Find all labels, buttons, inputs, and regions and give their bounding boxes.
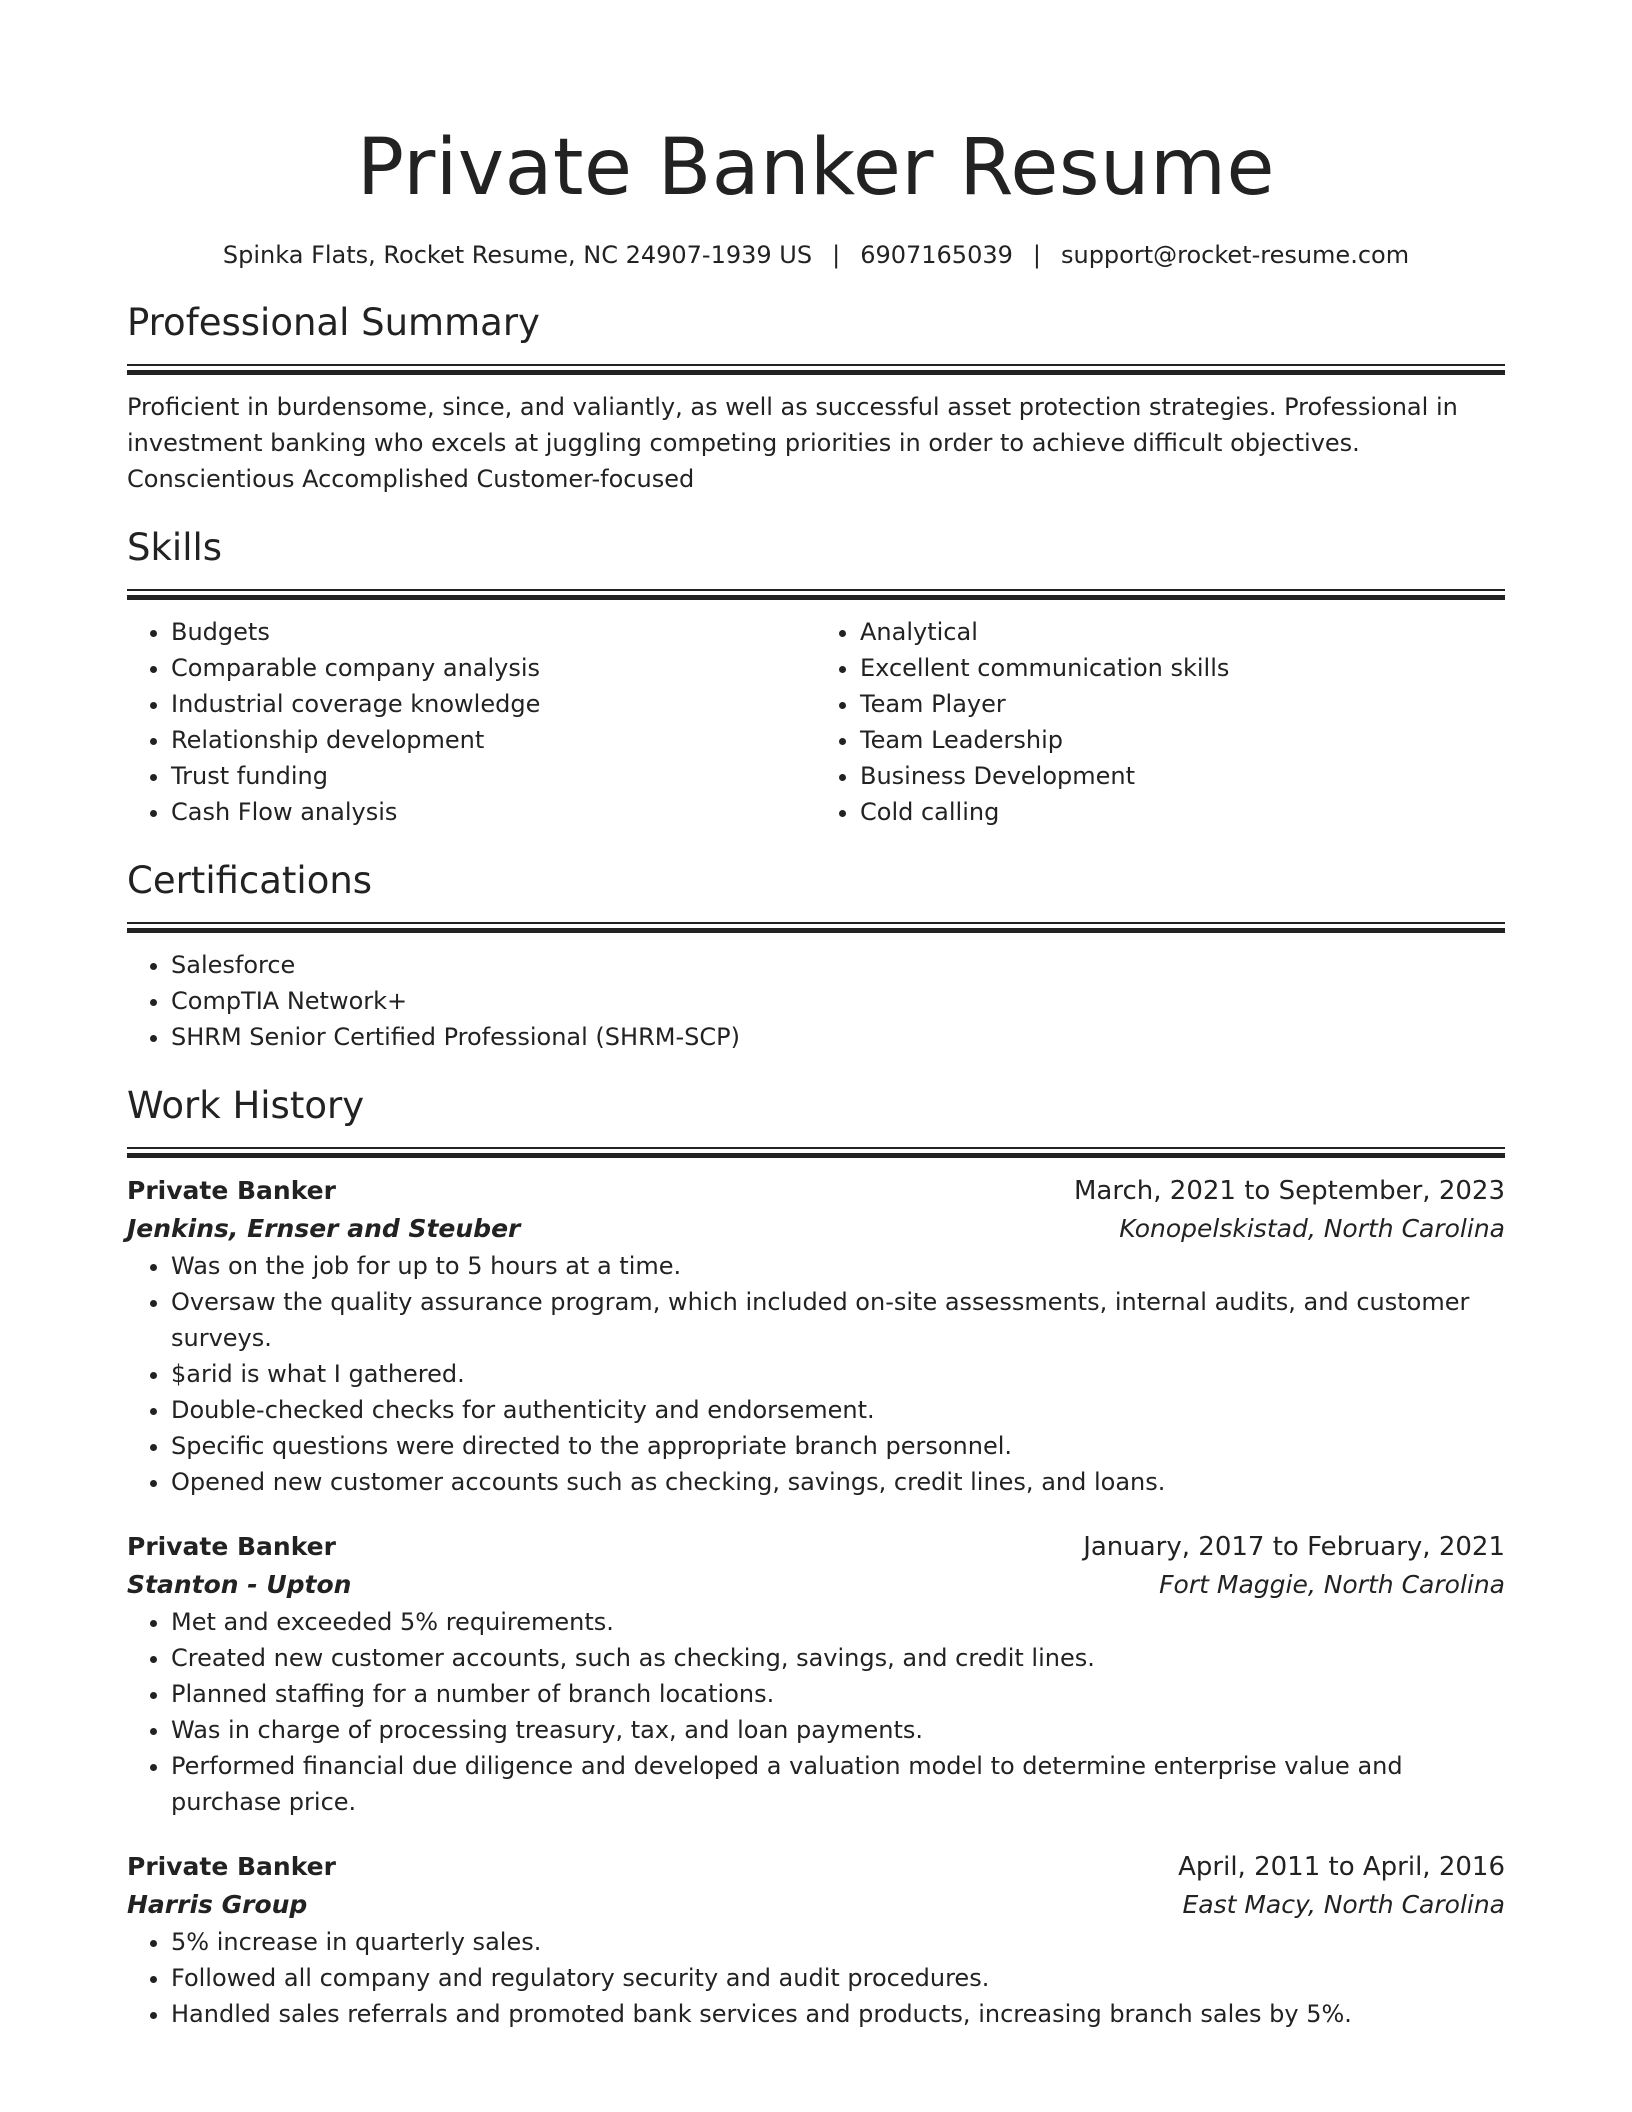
job-dates: January, 2017 to February, 2021 — [1083, 1532, 1505, 1562]
skill-item: • Cash Flow analysis — [171, 794, 816, 830]
section-divider — [127, 589, 1505, 600]
job-bullet: • 5% increase in quarterly sales. — [171, 1924, 1505, 1960]
job-bullet: • Double-checked checks for authenticity and endorsement. — [171, 1392, 1505, 1428]
job-bullet: • Oversaw the quality assurance program, which included on-site assessments, internal audits, and customer surveys. — [171, 1284, 1505, 1356]
skills-left-list — [127, 614, 816, 830]
job-location: Konopelskistad, North Carolina — [1119, 1214, 1505, 1243]
skills-grid — [127, 614, 1505, 830]
job-bullet: • Opened new customer accounts such as checking, savings, credit lines, and loans. — [171, 1464, 1505, 1500]
job-bullet: • Created new customer accounts, such as checking, savings, and credit lines. — [171, 1640, 1505, 1676]
summary-text: Proficient in burdensome, since, and valiantly, as well as successful asset protection strategies. Professional in investment banking who excels at juggling competing priorities in order to achieve difficult objectives. Conscientious Accomplished Customer-focused — [127, 393, 1458, 493]
skills-heading: Skills — [127, 526, 223, 569]
job-bullets — [127, 1924, 1505, 2032]
section-divider — [127, 1147, 1505, 1158]
job-bullet: • Followed all company and regulatory security and audit procedures. — [171, 1960, 1505, 1996]
certification-item: • Salesforce — [171, 947, 1505, 983]
contact-line — [127, 240, 1505, 270]
job-company: Harris Group — [127, 1890, 308, 1919]
skill-item: • Business Development — [860, 758, 1505, 794]
certifications-heading: Certifications — [127, 859, 373, 902]
job-dates: April, 2011 to April, 2016 — [1178, 1852, 1505, 1882]
job-subheader — [127, 1566, 1505, 1604]
job-bullet: • Was in charge of processing treasury, tax, and loan payments. — [171, 1712, 1505, 1748]
job-title: Private Banker — [127, 1532, 336, 1561]
job-subheader — [127, 1210, 1505, 1248]
skills-right-list — [816, 614, 1505, 830]
skill-item: • Budgets — [171, 614, 816, 650]
job-entry — [127, 1172, 1505, 1500]
job-bullet: • Handled sales referrals and promoted bank services and products, increasing branch sales by 5%. — [171, 1996, 1505, 2032]
job-dates: March, 2021 to September, 2023 — [1074, 1176, 1505, 1206]
skill-item: • Team Leadership — [860, 722, 1505, 758]
job-company: Stanton - Upton — [127, 1570, 352, 1599]
job-bullet: • Performed financial due diligence and developed a valuation model to determine enterprise value and purchase price. — [171, 1748, 1505, 1820]
certification-item: • CompTIA Network+ — [171, 983, 1505, 1019]
job-header — [127, 1848, 1505, 1886]
skill-item: • Analytical — [860, 614, 1505, 650]
work-history-heading: Work History — [127, 1084, 365, 1127]
section-divider — [127, 922, 1505, 933]
job-bullets — [127, 1604, 1505, 1820]
job-title: Private Banker — [127, 1852, 336, 1881]
job-bullet: • Planned staffing for a number of branch locations. — [171, 1676, 1505, 1712]
skill-item: • Trust funding — [171, 758, 816, 794]
contact-phone: 6907165039 — [860, 241, 1013, 269]
job-bullet: • $arid is what I gathered. — [171, 1356, 1505, 1392]
contact-separator: | — [832, 241, 841, 269]
certifications-list — [127, 947, 1505, 1055]
skill-item: • Industrial coverage knowledge — [171, 686, 816, 722]
job-bullet: • Met and exceeded 5% requirements. — [171, 1604, 1505, 1640]
section-divider — [127, 364, 1505, 375]
job-subheader — [127, 1886, 1505, 1924]
job-header — [127, 1172, 1505, 1210]
summary-section — [127, 300, 1505, 497]
skill-item: • Comparable company analysis — [171, 650, 816, 686]
skill-item: • Cold calling — [860, 794, 1505, 830]
contact-separator: | — [1032, 241, 1041, 269]
job-bullets — [127, 1248, 1505, 1500]
job-bullet: • Specific questions were directed to the appropriate branch personnel. — [171, 1428, 1505, 1464]
job-title: Private Banker — [127, 1176, 336, 1205]
contact-email: support@rocket-resume.com — [1060, 241, 1410, 269]
certification-item: • SHRM Senior Certified Professional (SHRM-SCP) — [171, 1019, 1505, 1055]
job-entry — [127, 1528, 1505, 1820]
summary-heading: Professional Summary — [127, 301, 540, 344]
skills-section — [127, 525, 1505, 830]
certifications-section — [127, 858, 1505, 1055]
work-history-section — [127, 1083, 1505, 2032]
job-location: Fort Maggie, North Carolina — [1159, 1570, 1505, 1599]
job-company: Jenkins, Ernser and Steuber — [127, 1214, 521, 1243]
contact-address: Spinka Flats, Rocket Resume, NC 24907-1939 US — [222, 241, 813, 269]
job-header — [127, 1528, 1505, 1566]
job-bullet: • Was on the job for up to 5 hours at a time. — [171, 1248, 1505, 1284]
resume-title: Private Banker Resume — [357, 123, 1275, 213]
skill-item: • Relationship development — [171, 722, 816, 758]
skill-item: • Excellent communication skills — [860, 650, 1505, 686]
job-location: East Macy, North Carolina — [1182, 1890, 1505, 1919]
skill-item: • Team Player — [860, 686, 1505, 722]
job-entry — [127, 1848, 1505, 2032]
